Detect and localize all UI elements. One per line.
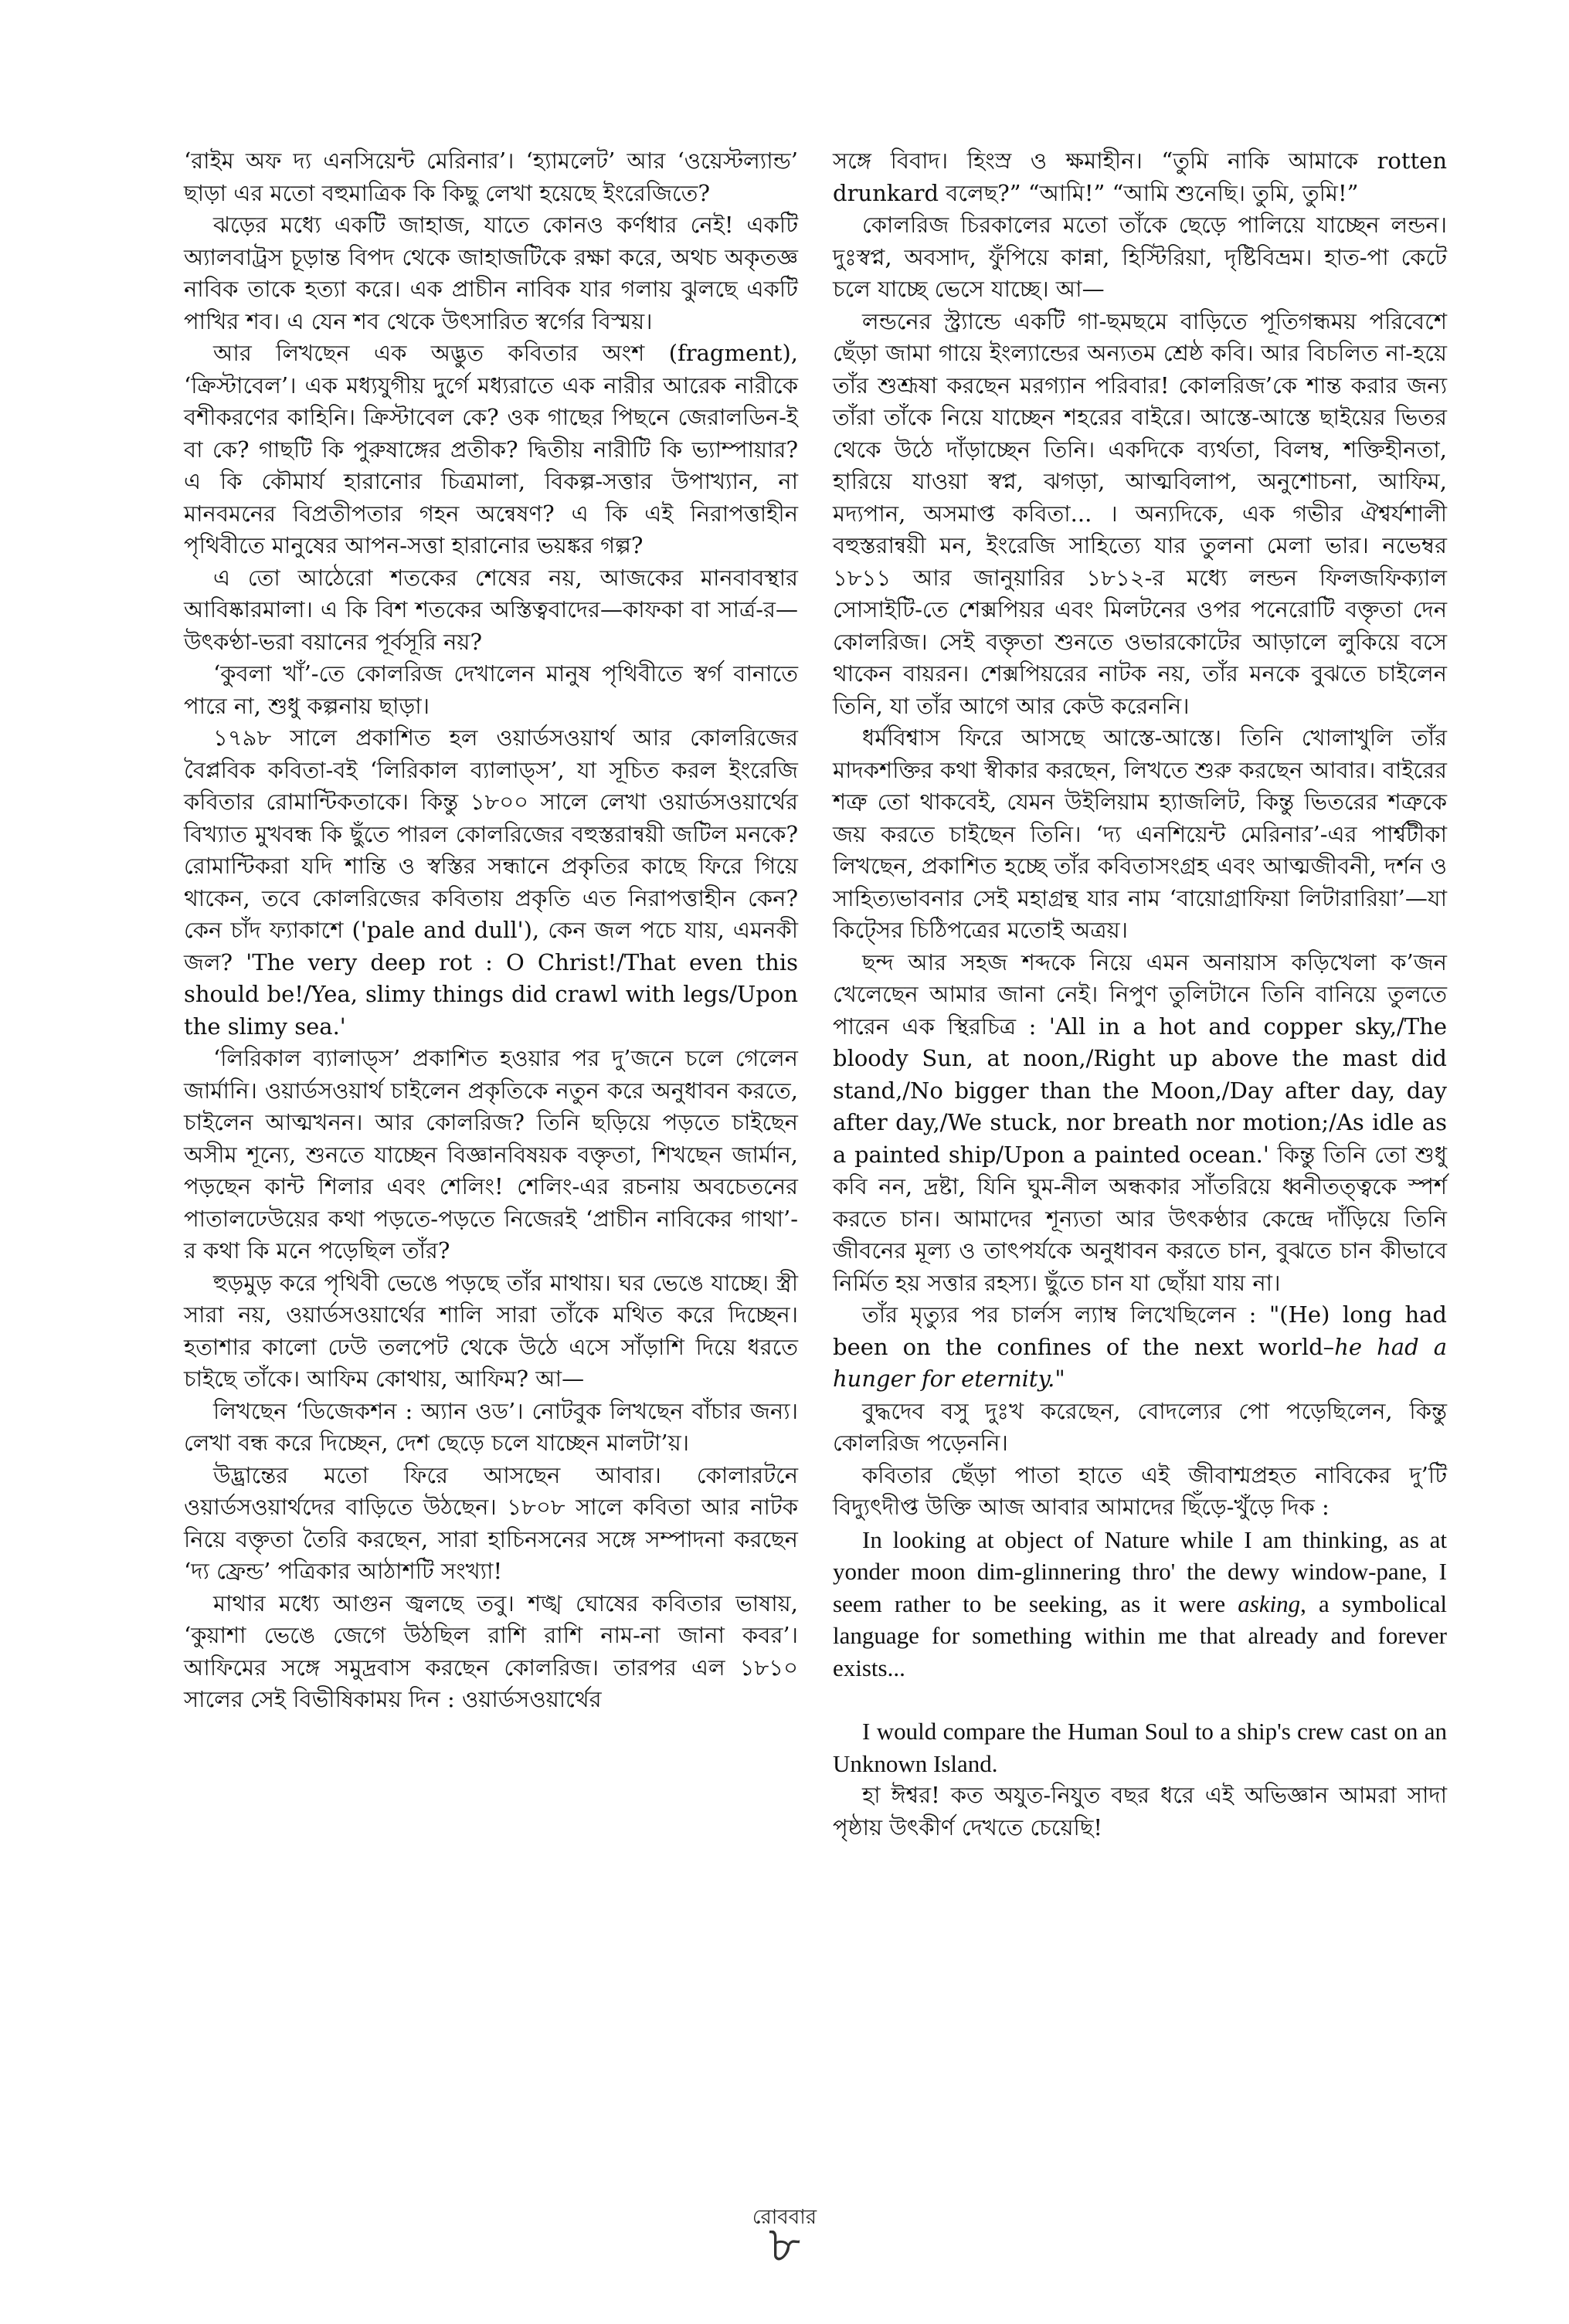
paragraph: ১৭৯৮ সালে প্রকাশিত হল ওয়ার্ডসওয়ার্থ আর কোলরিজের বৈপ্লবিক কবিতা-বই ‘লিরিকাল ব্যালাড্স’, যা সূচিত করল ইংরেজি কবিতার রোমান্টিকতাকে। কিন্তু ১৮০০ সালে লেখা ওয়ার্ডসওয়ার্থের বিখ্যাত মুখবন্ধ কি ছুঁতে পারল কোলরিজের বহুস্তরান্বয়ী জটিল মনকে? রোমান্টিকরা যদি শান্তি ও স্বস্তির সন্ধানে প্রকৃতির কাছে ফিরে গিয়ে থাকেন, তবে কোলরিজের কবিতায় প্রকৃতি এত নিরাপত্তাহীন কেন? কেন চাঁদ ফ্যাকাশে ('pale and dull'), কেন জল পচে যায়, এমনকী জল? 'The very deep rot : O Christ!/That even this should be!/Yea, slimy things did crawl with legs/Upon the slimy sea.' (184, 724, 798, 1040)
quote-text: In looking at object of Nature while I am thinking, as at yonder moon dim-glinnering thro' the dewy window-pane, I seem rather to be seeking, as it were (833, 1525, 1447, 1617)
paragraph: লন্ডনের স্ট্র্যান্ডে একটি গা-ছমছমে বাড়িতে পূতিগন্ধময় পরিবেশে ছেঁড়া জামা গায়ে ইংল্যান্ডের অন্যতম শ্রেষ্ঠ কবি। আর বিচলিত না-হয়ে তাঁর শুশ্রূষা করছেন মরগ্যান পরিবার! কোলরিজ’কে শান্ত করার জন্য তাঁরা তাঁকে নিয়ে যাচ্ছেন শহরের বাইরে। আস্তে-আস্তে ছাইয়ের ভিতর থেকে উঠে দাঁড়াচ্ছেন তিনি। একদিকে ব্যর্থতা, বিলম্ব, শক্তিহীনতা, হারিয়ে যাওয়া স্বপ্ন, ঝগড়া, আত্মবিলাপ, অনুশোচনা, আফিম, মদ্যপান, অসমাপ্ত কবিতা... । অন্যদিকে, এক গভীর ঐশ্বর্যশালী বহুস্তরান্বয়ী মন, ইংরেজি সাহিত্যে যার তুলনা মেলা ভার। নভেম্বর ১৮১১ আর জানুয়ারির ১৮১২-র মধ্যে লন্ডন ফিলজফিক্যাল সোসাইটি-তে শেক্সপিয়র এবং মিলটনের ওপর পনেরোটি বক্তৃতা দেন কোলরিজ। সেই বক্তৃতা শুনতে ওভারকোটের আড়ালে লুকিয়ে বসে থাকেন বায়রন। শেক্সপিয়রের নাটক নয়, তাঁর মনকে বুঝতে চাইলেন তিনি, যা তাঁর আগে আর কেউ করেননি। (833, 307, 1447, 719)
paragraph: ‘কুবলা খাঁ’-তে কোলরিজ দেখালেন মানুষ পৃথিবীতে স্বর্গ বানাতে পারে না, শুধু কল্পনায় ছাড়া। (184, 660, 798, 719)
quote-text-end: , a symbolical language for something within me that already and forever exists... (833, 1589, 1447, 1681)
paragraph: উদ্ভ্রান্তের মতো ফিরে আসছেন আবার। কোলারটনে ওয়ার্ডসওয়ার্থদের বাড়িতে উঠছেন। ১৮০৮ সালে কবিতা আর নাটক নিয়ে বক্তৃতা তৈরি করছেন, সারা হাচিনসনের সঙ্গে সম্পাদনা করছেন ‘দ্য ফ্রেন্ড’ পত্রিকার আঠাশটি সংখ্যা! (184, 1461, 798, 1584)
paragraph: ‘রাইম অফ দ্য এনসিয়েন্ট মেরিনার’। ‘হ্যামলেট’ আর ‘ওয়েস্টল্যান্ড’ ছাড়া এর মতো বহুমাত্রিক কি কিছু লেখা হয়েছে ইংরেজিতে? (184, 148, 798, 206)
paragraph: বুদ্ধদেব বসু দুঃখ করেছেন, বোদল্যের পো পড়েছিলেন, কিন্তু কোলরিজ পড়েননি। (833, 1397, 1447, 1456)
coleridge-quote-1 (833, 1524, 1447, 1684)
page-number: ৮ (768, 2217, 801, 2274)
paragraph: হা ঈশ্বর! কত অযুত-নিযুত বছর ধরে এই অভিজ্ঞান আমরা সাদা পৃষ্ঠায় উৎকীর্ণ দেখতে চেয়েছি! (833, 1782, 1447, 1841)
lamb-quote-paragraph (833, 1299, 1447, 1396)
right-column (833, 145, 1447, 1844)
paragraph: ‘লিরিকাল ব্যালাড্স’ প্রকাশিত হওয়ার পর দু’জনে চলে গেলেন জার্মানি। ওয়ার্ডসওয়ার্থ চাইলেন প্রকৃতিকে নতুন করে অনুধাবন করতে, চাইলেন আত্মখনন। আর কোলরিজ? তিনি ছড়িয়ে পড়তে চাইছেন অসীম শূন্যে, শুনতে যাচ্ছেন বিজ্ঞানবিষয়ক বক্তৃতা, শিখছেন জার্মান, পড়ছেন কান্ট শিলার এবং শেলিং! শেলিং-এর রচনায় অবচেতনের পাতালঢেউয়ের কথা পড়তে-পড়তে নিজেরই ‘প্রাচীন নাবিকের গাথা’-র কথা কি মনে পড়েছিল তাঁর? (184, 1045, 798, 1264)
paragraph: ধর্মবিশ্বাস ফিরে আসছে আস্তে-আস্তে। তিনি খোলাখুলি তাঁর মাদকশক্তির কথা স্বীকার করছেন, লিখতে শুরু করছেন আবার। বাইরের শত্রু তো থাকবেই, যেমন উইলিয়াম হ্যাজলিট, কিন্তু ভিতরের শত্রুকে জয় করতে চাইছেন তিনি। ‘দ্য এনশিয়েন্ট মেরিনার’-এর পার্শ্বটীকা লিখছেন, প্রকাশিত হচ্ছে তাঁর কবিতাসংগ্রহ এবং আত্মজীবনী, দর্শন ও সাহিত্যভাবনার সেই মহাগ্রন্থ যার নাম ‘বায়োগ্রাফিয়া লিটারারিয়া’—যা কিট্সের চিঠিপত্রের মতোই অত্রয়। (833, 724, 1447, 943)
quote-text: তাঁর মৃত্যুর পর চার্লস ল্যাম্ব লিখেছিলেন : "(He) long had been on the confines of the next world– (833, 1301, 1447, 1360)
magazine-name: রোববার (752, 2206, 817, 2229)
paragraph: কবিতার ছেঁড়া পাতা হাতে এই জীবাশ্মপ্রহত নাবিকের দু’টি বিদ্যুৎদীপ্ত উক্তি আজ আবার আমাদের ছিঁড়ে-খুঁড়ে দিক : (833, 1461, 1447, 1520)
quote-close: " (1054, 1366, 1065, 1392)
left-column (184, 145, 798, 1716)
paragraph: হুড়মুড় করে পৃথিবী ভেঙে পড়ছে তাঁর মাথায়। ঘর ভেঙে যাচ্ছে। স্ত্রী সারা নয়, ওয়ার্ডসওয়ার্থের শালি সারা তাঁকে মথিত করে দিচ্ছেন। হতাশার কালো ঢেউ তলপেট থেকে উঠে এসে সাঁড়াশি দিয়ে ধরতে চাইছে তাঁকে। আফিম কোথায়, আফিম? আ— (184, 1269, 798, 1392)
paragraph: ছন্দ আর সহজ শব্দকে নিয়ে এমন অনায়াস কড়িখেলা ক’জন খেলেছেন আমার জানা নেই। নিপুণ তুলিটানে তিনি বানিয়ে তুলতে পারেন এক স্থিরচিত্র : 'All in a hot and copper sky,/The bloody Sun, at noon,/Right up above the mast did stand,/No bigger than the Moon,/Day after day, day after day,/We stuck, nor breath nor motion;/As idle as a painted ship/Upon a painted ocean.' কিন্তু তিনি তো শুধু কবি নন, দ্রষ্টা, যিনি ঘুম-নীল অন্ধকার সাঁতরিয়ে ধ্বনীতত্ত্বকে স্পর্শ করতে চান। আমাদের শূন্যতা আর উৎকণ্ঠার কেন্দ্রে দাঁড়িয়ে তিনি জীবনের মূল্য ও তাৎপর্যকে অনুধাবন করতে চান, বুঝতে চান কীভাবে নির্মিত হয় সত্তার রহস্য। ছুঁতে চান যা ছোঁয়া যায় না। (833, 948, 1447, 1296)
paragraph: ঝড়ের মধ্যে একটি জাহাজ, যাতে কোনও কর্ণধার নেই! একটি অ্যালবাট্রস চূড়ান্ত বিপদ থেকে জাহাজটিকে রক্ষা করে, অথচ অকৃতজ্ঞ নাবিক তাকে হত্যা করে। এক প্রাচীন নাবিক যার গলায় ঝুলছে একটি পাখির শব। এ যেন শব থেকে উৎসারিত স্বর্গের বিস্ময়। (184, 212, 798, 334)
paragraph: মাথার মধ্যে আগুন জ্বলছে তবু। শঙ্খ ঘোষের কবিতার ভাষায়, ‘কুয়াশা ভেঙে জেগে উঠছিল রাশি রাশি নাম-না জানা কবর’। আফিমের সঙ্গে সমুদ্রবাস করছেন কোলরিজ। তারপর এল ১৮১০ সালের সেই বিভীষিকাময় দিন : ওয়ার্ডসওয়ার্থের (184, 1589, 798, 1712)
paragraph: কোলরিজ চিরকালের মতো তাঁকে ছেড়ে পালিয়ে যাচ্ছেন লন্ডন। দুঃস্বপ্ন, অবসাদ, ফুঁপিয়ে কান্না, হিস্টিরিয়া, দৃষ্টিবিভ্রম। হাত-পা কেটে চলে যাচ্ছে ভেসে যাচ্ছে। আ— (833, 212, 1447, 302)
paragraph: সঙ্গে বিবাদ। হিংস্র ও ক্ষমাহীন। “তুমি নাকি আমাকে rotten drunkard বলেছ?” “আমি!” “আমি শুনেছি। তুমি, তুমি!” (833, 148, 1447, 206)
paragraph: আর লিখছেন এক অদ্ভুত কবিতার অংশ (fragment), ‘ক্রিস্টাবেল’। এক মধ্যযুগীয় দুর্গে মধ্যরাতে এক নারীর আরেক নারীকে বশীকরণের কাহিনি। ক্রিস্টাবেল কে? ওক গাছের পিছনে জেরালডিন-ই বা কে? গাছটি কি পুরুষাঙ্গের প্রতীক? দ্বিতীয় নারীটি কি ভ্যাম্পায়ার? এ কি কৌমার্য হারানোর চিত্রমালা, বিকল্প-সত্তার উপাখ্যান, না মানবমনের বিপ্রতীপতার গহন অন্বেষণ? এ কি এই নিরাপত্তাহীন পৃথিবীতে মানুষের আপন-সত্তা হারানোর ভয়ঙ্কর গল্প? (184, 340, 798, 558)
paragraph: এ তো আঠেরো শতকের শেষের নয়, আজকের মানবাবস্থার আবিষ্কারমালা। এ কি বিশ শতকের অস্তিত্ববাদের—কাফকা বা সার্ত্র-র—উৎকণ্ঠা-ভরা বয়ানের পূর্বসূরি নয়? (184, 564, 798, 655)
quote-italic-text: asking (1238, 1589, 1301, 1617)
coleridge-quote-2: I would compare the Human Soul to a ship's crew cast on an Unknown Island. (833, 1718, 1447, 1777)
paragraph: লিখছেন ‘ডিজেকশন : অ্যান ওড’। নোটবুক লিখছেন বাঁচার জন্য। লেখা বন্ধ করে দিচ্ছেন, দেশ ছেড়ে চলে যাচ্ছেন মালটা’য়। (184, 1397, 798, 1456)
quote-italic-text: he had a hunger for eternity. (833, 1333, 1447, 1392)
